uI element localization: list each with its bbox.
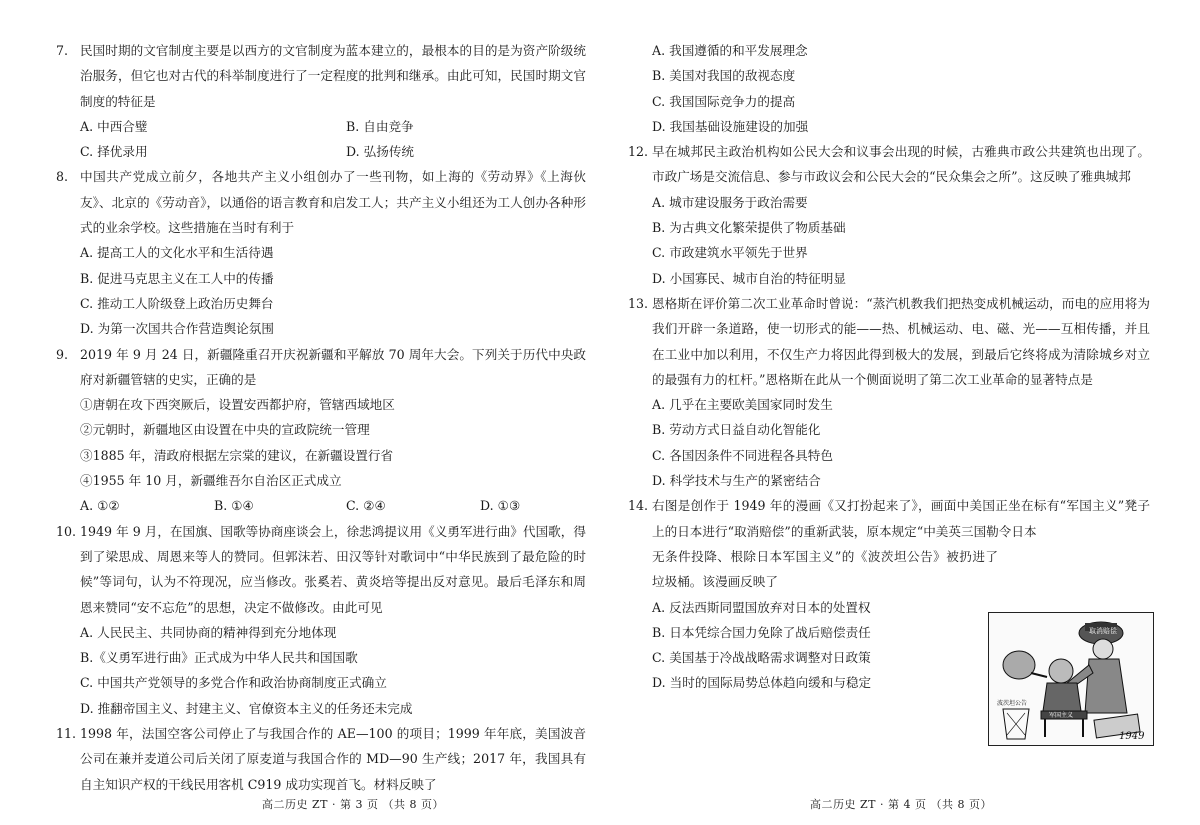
- option-c: C. 择优录用: [80, 144, 148, 160]
- option-d: D. 小国寡民、城市自治的特征明显: [652, 270, 846, 286]
- option-c: C. 中国共产党领导的多党合作和政治协商制度正式确立: [80, 675, 387, 691]
- option-a: A. 提高工人的文化水平和生活待遇: [80, 245, 274, 261]
- option-d: D. ①③: [480, 498, 521, 514]
- cartoon-drawing: [989, 613, 1153, 745]
- option-a: A. 中西合璧: [80, 118, 148, 134]
- question-12: [628, 139, 1150, 291]
- option-d: D. 当时的国际局势总体趋向缓和与稳定: [652, 675, 872, 691]
- cartoon-illustration: [988, 612, 1154, 746]
- option-row: [56, 139, 586, 164]
- question-stem: 1949 年 9 月，在国旗、国歌等协商座谈会上，徐悲鸿提议用《义勇军进行曲》代国歌，得到了梁思成、周恩来等人的赞同。但郭沫若、田汉等针对歌词中“中华民族到了最危险的时候”等词句，认为不符现况，应当修改。张奚若、黄炎培等提出反对意见。最后毛泽东和周恩来赞同“安不忘危”的思想，决定不做修改。由此可见: [80, 523, 586, 615]
- question-13: [628, 291, 1150, 493]
- option-c: C. ②④: [346, 498, 386, 514]
- question-10: [56, 519, 586, 721]
- question-number: 12.: [628, 144, 649, 160]
- cartoon-bin-text: 波茨坦公告: [997, 700, 1028, 707]
- option-a: A. 城市建设服务于政治需要: [652, 194, 808, 210]
- question-stem-continued: 无条件投降、根除日本军国主义”的《波茨坦公告》被扔进了垃圾桶。该漫画反映了: [652, 548, 998, 590]
- option-d: D. 推翻帝国主义、封建主义、官僚资本主义的任务还未完成: [80, 700, 413, 716]
- question-number: 10.: [56, 523, 77, 539]
- question-number: 8.: [56, 169, 69, 185]
- page-footer-left: 高二历史 ZT · 第 3 页 （共 8 页）: [262, 798, 444, 811]
- option-b: B. 劳动方式日益自动化智能化: [652, 422, 821, 438]
- question-number: 9.: [56, 346, 69, 362]
- cartoon-hat-text: 取消赔偿: [1089, 627, 1117, 635]
- question-stem: 2019 年 9 月 24 日，新疆隆重召开庆祝新疆和平解放 70 周年大会。下列关于历代中央政府对新疆管辖的史实，正确的是: [80, 346, 586, 387]
- statement-3: ③1885 年，清政府根据左宗棠的建议，在新疆设置行省: [80, 447, 394, 463]
- question-stem: 早在城邦民主政治机构如公民大会和议事会出现的时候，古雅典市政公共建筑也出现了。市政广场是交流信息、参与市政议会和公民大会的“民众集会之所”。这反映了雅典城邦: [652, 144, 1150, 185]
- option-row: [56, 114, 586, 139]
- option-a: A. 我国遵循的和平发展理念: [652, 43, 808, 58]
- question-11-options: [628, 38, 1150, 139]
- option-b: B. ①④: [214, 498, 254, 514]
- option-c: C. 美国基于冷战战略需求调整对日政策: [652, 650, 871, 666]
- question-stem: 1998 年，法国空客公司停止了与我国合作的 AE—100 的项目；1999 年年底，美国波音公司在兼并麦道公司后关闭了原麦道与我国合作的 MD—90 生产线；2017 年，我国具有自主知识产权的干线民用客机 C919 成功实现首飞。材料反映了: [80, 726, 586, 792]
- option-d: D. 弘扬传统: [346, 144, 415, 160]
- question-11: [56, 721, 586, 797]
- option-b: B.《义勇军进行曲》正式成为中华人民共和国国歌: [80, 650, 358, 666]
- option-row: [56, 493, 586, 518]
- right-page-column: [628, 38, 1150, 696]
- question-number: 11.: [56, 726, 77, 742]
- cartoon-year: 1949: [1119, 731, 1145, 742]
- question-stem: 民国时期的文官制度主要是以西方的文官制度为蓝本建立的，最根本的目的是为资产阶级统治服务，但它也对古代的科举制度进行了一定程度的批判和继承。由此可知，民国时期文官制度的特征是: [80, 43, 586, 109]
- option-c: C. 我国国际竞争力的提高: [652, 93, 796, 109]
- option-a: A. 反法西斯同盟国放弃对日本的处置权: [652, 599, 871, 615]
- option-c: C. 各国因条件不同进程各具特色: [652, 447, 833, 463]
- option-d: D. 科学技术与生产的紧密结合: [652, 473, 821, 489]
- page-footer-right: 高二历史 ZT · 第 4 页 （共 8 页）: [810, 798, 992, 811]
- question-stem: 中国共产党成立前夕，各地共产主义小组创办了一些刊物，如上海的《劳动界》《上海伙友》、北京的《劳动音》，以通俗的语言教育和启发工人；共产主义小组还为工人创办各种形式的业余学校。这些措施在当时有利于: [80, 169, 586, 236]
- option-b: B. 促进马克思主义在工人中的传播: [80, 270, 274, 286]
- option-c: C. 推动工人阶级登上政治历史舞台: [80, 295, 274, 311]
- question-stem: 右图是创作于 1949 年的漫画《又打扮起来了》，画面中美国正坐在标有“军国主义”凳子上的日本进行“取消赔偿”的重新武装，原本规定“中美英三国勒令日本: [652, 498, 1150, 539]
- question-7: [56, 38, 586, 164]
- question-number: 7.: [56, 43, 69, 58]
- statement-4: ④1955 年 10 月，新疆维吾尔自治区正式成立: [80, 473, 342, 489]
- option-a: A. 人民民主、共同协商的精神得到充分地体现: [80, 624, 337, 640]
- statement-1: ①唐朝在攻下西突厥后，设置安西都护府，管辖西域地区: [80, 397, 395, 413]
- statement-2: ②元朝时，新疆地区由设置在中央的宣政院统一管理: [80, 422, 370, 438]
- option-d: D. 我国基础设施建设的加强: [652, 118, 809, 134]
- option-a: A. ①②: [80, 498, 120, 514]
- option-d: D. 为第一次国共合作营造舆论氛围: [80, 321, 274, 337]
- option-b: B. 日本凭综合国力免除了战后赔偿责任: [652, 624, 871, 640]
- option-b: B. 为古典文化繁荣提供了物质基础: [652, 220, 846, 236]
- option-a: A. 几乎在主要欧美国家同时发生: [652, 397, 833, 413]
- question-8: [56, 164, 586, 341]
- question-9: [56, 342, 586, 519]
- question-stem: 恩格斯在评价第二次工业革命时曾说：“蒸汽机教我们把热变成机械运动，而电的应用将为我们开辟一条道路，使一切形式的能——热、机械运动、电、磁、光——互相传播，并且在工业中加以利用，不仅生产力将因此得到极大的发展，到最后它终将成为清除城乡对立的最强有力的杠杆。”恩格斯在此从一个侧面说明了第二次工业革命的显著特点是: [652, 295, 1150, 387]
- option-b: B. 美国对我国的敌视态度: [652, 68, 796, 84]
- question-number: 13.: [628, 295, 649, 311]
- option-c: C. 市政建筑水平领先于世界: [652, 245, 808, 261]
- cartoon-stool-text: 军国主义: [1049, 712, 1074, 719]
- left-page-column: [56, 38, 586, 797]
- question-number: 14.: [628, 498, 649, 514]
- option-b: B. 自由竞争: [346, 118, 414, 134]
